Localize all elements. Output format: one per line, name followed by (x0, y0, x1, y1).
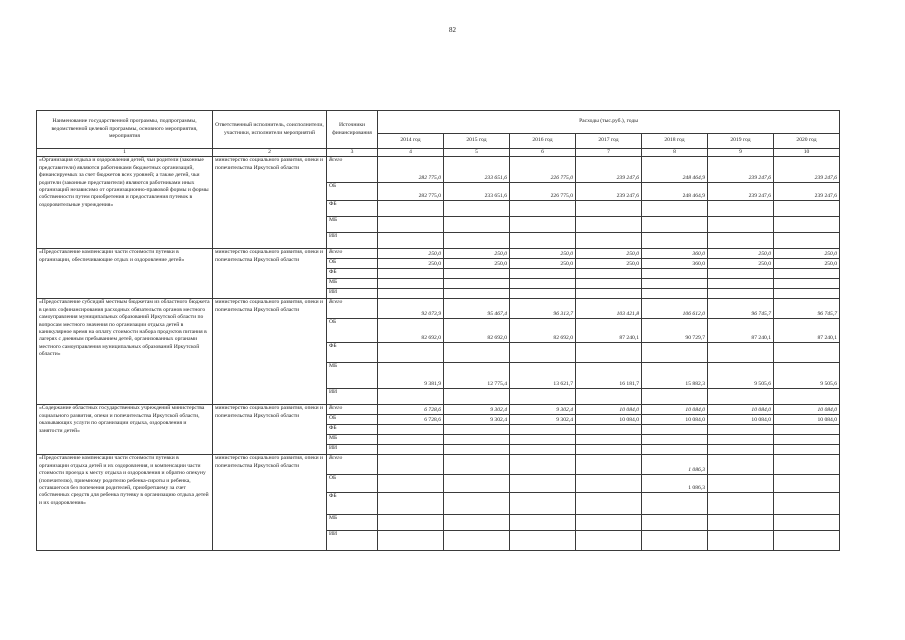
expense-value (444, 493, 510, 515)
column-number: 10 (774, 149, 840, 157)
activity-name: «Предоставление компенсации части стоимости путевки в организации отдыха детей и их оздоровления, и компенсации части стоимости проезда к месту отдыха и оздоровления и обратно опекуну (попечителю), приемному родителю ребенка-сироты и ребенка, оставшегося без попечения родителей, приобретшему за счет собственных средств для ребенка путевку в организацию отдыха детей и их оздоровления» (37, 455, 213, 551)
funding-source: МБ (327, 279, 378, 289)
funding-source: Всего (327, 249, 378, 259)
executor-name: министерство социального развития, опеки и попечительства Иркутской области (213, 157, 327, 249)
expense-value: 6 728,6 (378, 415, 444, 425)
expense-value (444, 531, 510, 551)
expense-value: 239 247,6 (708, 183, 774, 201)
table-row-total (37, 455, 840, 475)
expense-value: 96 745,7 (774, 299, 840, 319)
column-number: 7 (576, 149, 642, 157)
expense-value (774, 493, 840, 515)
expense-value (444, 445, 510, 455)
activity-name: «Организация отдыха и оздоровления детей, чьи родители (законные представители) являются работниками бюджетных организаций, финансируемых за счет бюджетов всех уровней; а также детей, чьи родители (законные представители) являются работниками иных организаций независимо от организационно-правовой формы и формы собственности путем приобретения и предоставления путевок в оздоровительные учреждения» (37, 157, 213, 249)
expense-value (642, 445, 708, 455)
funding-source: ИИ (327, 289, 378, 299)
funding-source: ФБ (327, 343, 378, 363)
expense-value (708, 435, 774, 445)
expense-value (378, 445, 444, 455)
expense-value: 90 729,7 (642, 319, 708, 343)
activity-name: «Предоставление компенсации части стоимости путевки в организации, обеспечивающие отдых и оздоровление детей» (37, 249, 213, 299)
expense-value (708, 493, 774, 515)
table-row-total (37, 157, 840, 183)
expense-value: 9 302,4 (510, 415, 576, 425)
expense-value: 10 084,0 (576, 415, 642, 425)
expense-value (774, 475, 840, 493)
funding-source: МБ (327, 515, 378, 531)
table-row-total (37, 249, 840, 259)
expense-value (708, 269, 774, 279)
expense-value (510, 425, 576, 435)
expense-value (642, 493, 708, 515)
expense-value (708, 217, 774, 233)
funding-source: Всего (327, 299, 378, 319)
expense-value (642, 531, 708, 551)
expense-value (444, 233, 510, 249)
column-number: 5 (444, 149, 510, 157)
header-year: 2015 год (444, 134, 510, 149)
funding-source: ФБ (327, 201, 378, 217)
table-body (37, 157, 840, 551)
expense-value: 226 775,0 (510, 183, 576, 201)
header-year: 2016 год (510, 134, 576, 149)
header-executor: Ответственный исполнитель, соисполнители, участники, исполнители мероприятий (213, 111, 327, 149)
expense-value (510, 343, 576, 363)
expense-value: 233 651,6 (444, 183, 510, 201)
table-row-total (37, 299, 840, 319)
expense-value: 9 505,6 (774, 363, 840, 389)
expense-value (774, 279, 840, 289)
header-year: 2019 год (708, 134, 774, 149)
expense-value: 10 084,0 (708, 415, 774, 425)
expense-value (708, 233, 774, 249)
expense-value (444, 279, 510, 289)
column-number: 1 (37, 149, 213, 157)
expense-value (642, 217, 708, 233)
expense-value (510, 201, 576, 217)
expense-value: 106 612,0 (642, 299, 708, 319)
expense-value (510, 515, 576, 531)
expense-value (510, 217, 576, 233)
expense-value (774, 531, 840, 551)
expense-value (444, 389, 510, 405)
expense-value (774, 343, 840, 363)
column-number: 8 (642, 149, 708, 157)
expense-value: 239 247,6 (774, 157, 840, 183)
expense-value (444, 515, 510, 531)
expense-value (642, 269, 708, 279)
expense-value (576, 289, 642, 299)
expense-value (378, 217, 444, 233)
expense-value: 1 086,3 (642, 475, 708, 493)
expense-value: 96 313,7 (510, 299, 576, 319)
expense-value (378, 493, 444, 515)
expense-value: 82 692,0 (510, 319, 576, 343)
expense-value (642, 289, 708, 299)
column-number: 9 (708, 149, 774, 157)
expense-value (774, 435, 840, 445)
funding-source: МБ (327, 363, 378, 389)
expense-value (576, 233, 642, 249)
executor-name: министерство социального развития, опеки и попечительства Иркутской области (213, 455, 327, 551)
expense-value (378, 531, 444, 551)
expense-value (510, 279, 576, 289)
expense-value (510, 289, 576, 299)
expense-value (378, 279, 444, 289)
page-number: 82 (449, 26, 456, 34)
expense-value (510, 269, 576, 279)
funding-source: ИИ (327, 531, 378, 551)
funding-source: ОБ (327, 319, 378, 343)
expense-value: 250,0 (708, 259, 774, 269)
expense-value (774, 389, 840, 405)
funding-source: ФБ (327, 425, 378, 435)
budget-table (36, 110, 840, 551)
expense-value: 10 084,0 (774, 405, 840, 415)
expense-value: 250,0 (510, 259, 576, 269)
expense-value (708, 279, 774, 289)
expense-value: 226 775,0 (510, 157, 576, 183)
expense-value: 250,0 (576, 259, 642, 269)
expense-value (576, 531, 642, 551)
expense-value: 10 084,0 (774, 415, 840, 425)
expense-value (510, 435, 576, 445)
expense-value: 15 882,3 (642, 363, 708, 389)
funding-source: Всего (327, 455, 378, 475)
expense-value (708, 445, 774, 455)
funding-source: ИИ (327, 445, 378, 455)
expense-value (774, 455, 840, 475)
expense-value: 96 745,7 (708, 299, 774, 319)
expense-value (708, 389, 774, 405)
expense-value: 10 084,0 (708, 405, 774, 415)
header-year: 2018 год (642, 134, 708, 149)
funding-source: МБ (327, 435, 378, 445)
expense-value (444, 455, 510, 475)
expense-value: 16 181,7 (576, 363, 642, 389)
expense-value: 250,0 (378, 249, 444, 259)
executor-name: министерство социального развития, опеки и попечительства Иркутской области (213, 405, 327, 455)
funding-source: МБ (327, 217, 378, 233)
expense-value (642, 435, 708, 445)
expense-value (642, 389, 708, 405)
expense-value (510, 531, 576, 551)
column-number: 2 (213, 149, 327, 157)
expense-value (708, 515, 774, 531)
header-name: Наименование государственной программы, подпрограммы, ведомственной целевой программы, основного мероприятия, мероприятия (37, 111, 213, 149)
expense-value (642, 279, 708, 289)
funding-source: ФБ (327, 493, 378, 515)
expense-value (510, 475, 576, 493)
expense-value (378, 233, 444, 249)
expense-value (444, 269, 510, 279)
expense-value (576, 455, 642, 475)
expense-value (642, 201, 708, 217)
expense-value (510, 493, 576, 515)
expense-value: 250,0 (444, 249, 510, 259)
expense-value: 1 086,3 (642, 455, 708, 475)
expense-value: 9 505,6 (708, 363, 774, 389)
expense-value: 82 692,0 (444, 319, 510, 343)
expense-value: 82 692,0 (378, 319, 444, 343)
expense-value: 13 621,7 (510, 363, 576, 389)
expense-value (708, 343, 774, 363)
expense-value (642, 233, 708, 249)
expense-value: 233 651,6 (444, 157, 510, 183)
expense-value (576, 435, 642, 445)
expense-value (774, 233, 840, 249)
expense-value: 248 464,9 (642, 183, 708, 201)
expense-value (708, 475, 774, 493)
expense-value: 9 381,9 (378, 363, 444, 389)
activity-name: «Содержание областных государственных учреждений министерства социального развития, опеки и попечительства Иркутской области, оказывающих услуги по организации отдыха, оздоровления и занятости детей» (37, 405, 213, 455)
expense-value: 103 421,8 (576, 299, 642, 319)
expense-value: 239 247,6 (708, 157, 774, 183)
expense-value (642, 515, 708, 531)
expense-value: 250,0 (576, 249, 642, 259)
expense-value (444, 201, 510, 217)
expense-value (708, 455, 774, 475)
expense-value (378, 201, 444, 217)
expense-value (378, 425, 444, 435)
expense-value (576, 425, 642, 435)
funding-source: ФБ (327, 269, 378, 279)
expense-value (708, 289, 774, 299)
expense-value (576, 389, 642, 405)
expense-value (576, 269, 642, 279)
expense-value: 282 775,0 (378, 183, 444, 201)
expense-value (576, 515, 642, 531)
expense-value (510, 233, 576, 249)
expense-value (708, 425, 774, 435)
expense-value: 250,0 (444, 259, 510, 269)
funding-source: ИИ (327, 233, 378, 249)
expense-value (576, 217, 642, 233)
table-row-total (37, 405, 840, 415)
expense-value: 250,0 (708, 249, 774, 259)
expense-value (642, 343, 708, 363)
expense-value: 360,0 (642, 249, 708, 259)
expense-value (774, 515, 840, 531)
column-number: 6 (510, 149, 576, 157)
expense-value (774, 269, 840, 279)
header-expenses: Расходы (тыс.руб.), годы (378, 111, 840, 134)
expense-value (378, 289, 444, 299)
expense-value: 12 775,4 (444, 363, 510, 389)
header-year: 2017 год (576, 134, 642, 149)
expense-value (708, 531, 774, 551)
activity-name: «Предоставление субсидий местным бюджетам из областного бюджета в целях софинансирования расходных обязательств органов местного самоуправления муниципальных образований Иркутской области по вопросам местного значения по организации отдыха детей в каникулярное время на оплату стоимости набора продуктов питания в лагерях с дневным пребыванием детей, организованных органами местного самоуправления муниципальных образований Иркутской области» (37, 299, 213, 405)
funding-source: ИИ (327, 389, 378, 405)
expense-value (378, 455, 444, 475)
expense-value (576, 279, 642, 289)
header-year: 2014 год (378, 134, 444, 149)
expense-value (444, 425, 510, 435)
expense-value (576, 201, 642, 217)
expense-value: 9 302,4 (444, 405, 510, 415)
expense-value (774, 445, 840, 455)
expense-value: 6 728,6 (378, 405, 444, 415)
expense-value: 87 240,1 (708, 319, 774, 343)
funding-source: ОБ (327, 183, 378, 201)
expense-value: 10 084,0 (576, 405, 642, 415)
expense-value (444, 217, 510, 233)
expense-value (510, 389, 576, 405)
expense-value: 239 247,6 (774, 183, 840, 201)
expense-value: 95 467,4 (444, 299, 510, 319)
expense-value (642, 425, 708, 435)
expense-value: 92 073,9 (378, 299, 444, 319)
funding-source: ОБ (327, 475, 378, 493)
expense-value: 239 247,6 (576, 183, 642, 201)
expense-value: 248 464,9 (642, 157, 708, 183)
expense-value: 250,0 (510, 249, 576, 259)
funding-source: Всего (327, 157, 378, 183)
header-year: 2020 год (774, 134, 840, 149)
expense-value (510, 455, 576, 475)
expense-value (378, 515, 444, 531)
expense-value (774, 289, 840, 299)
executor-name: министерство социального развития, опеки и попечительства Иркутской области (213, 299, 327, 405)
expense-value (444, 475, 510, 493)
expense-value: 360,0 (642, 259, 708, 269)
column-number: 4 (378, 149, 444, 157)
expense-value: 9 302,4 (510, 405, 576, 415)
expense-value (444, 435, 510, 445)
expense-value: 87 240,1 (576, 319, 642, 343)
expense-value: 282 775,0 (378, 157, 444, 183)
expense-value: 10 084,0 (642, 405, 708, 415)
expense-value (444, 343, 510, 363)
expense-value: 250,0 (774, 249, 840, 259)
expense-value (378, 435, 444, 445)
executor-name: министерство социального развития, опеки и попечительства Иркутской области (213, 249, 327, 299)
expense-value: 250,0 (378, 259, 444, 269)
header-source: Источники финансирования (327, 111, 378, 149)
expense-value (510, 445, 576, 455)
funding-source: ОБ (327, 259, 378, 269)
expense-value (576, 493, 642, 515)
expense-value (774, 201, 840, 217)
funding-source: ОБ (327, 415, 378, 425)
expense-value: 10 084,0 (642, 415, 708, 425)
expense-value (774, 425, 840, 435)
expense-value: 239 247,6 (576, 157, 642, 183)
expense-value (576, 475, 642, 493)
expense-value (378, 269, 444, 279)
expense-value (378, 389, 444, 405)
expense-value (708, 201, 774, 217)
expense-value (576, 445, 642, 455)
expense-value (774, 217, 840, 233)
expense-value: 87 240,1 (774, 319, 840, 343)
column-number: 3 (327, 149, 378, 157)
expense-value: 250,0 (774, 259, 840, 269)
expense-value (444, 289, 510, 299)
expense-value: 9 302,4 (444, 415, 510, 425)
expense-value (576, 343, 642, 363)
expense-value (378, 343, 444, 363)
expense-value (378, 475, 444, 493)
funding-source: Всего (327, 405, 378, 415)
